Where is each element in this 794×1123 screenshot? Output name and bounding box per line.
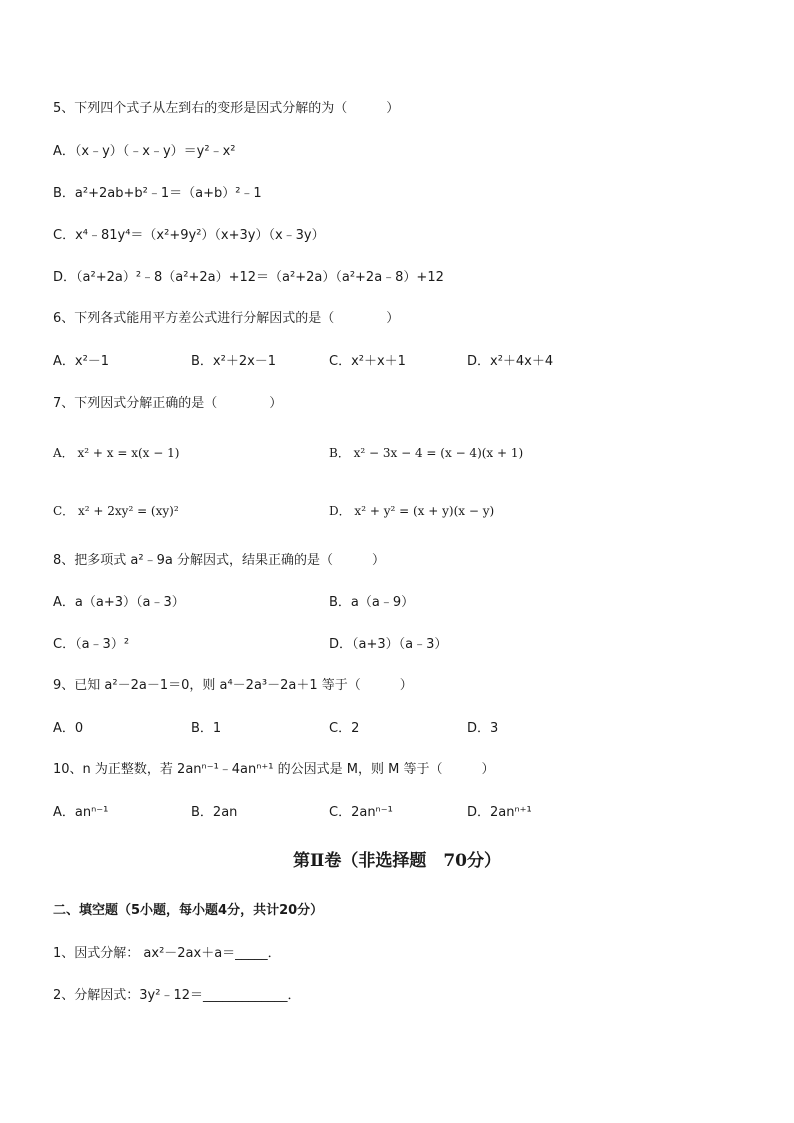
q8-option-c: C．（a﹣3）² (53, 637, 130, 652)
q9-option-b: B．1 (191, 721, 222, 736)
q5-option-a: A．（x﹣y）（﹣x﹣y）＝y²﹣x² (53, 144, 236, 159)
q10-stem: 10、n 为正整数，若 2anⁿ⁻¹﹣4anⁿ⁺¹ 的公因式是 M，则 M 等于（ ） (53, 762, 495, 777)
q6-stem: 6、下列各式能用平方差公式进行分解因式的是（ ） (53, 311, 400, 326)
q7-option-c: C． x² + 2xy² = (xy)² (53, 504, 179, 518)
fill-question-1: 1、因式分解： ax²－2ax＋a＝_____． (53, 946, 281, 961)
q7-stem: 7、下列因式分解正确的是（ ） (53, 396, 283, 411)
q8-option-a: A．a（a+3）（a﹣3） (53, 595, 185, 610)
q8-stem: 8、把多项式 a²﹣9a 分解因式，结果正确的是（ ） (53, 553, 385, 568)
q6-option-c: C．x²＋x＋1 (329, 354, 406, 369)
q10-option-b: B．2an (191, 805, 238, 820)
fill-question-2: 2、分解因式：3y²﹣12＝_____________． (53, 988, 301, 1003)
q8-option-d: D．（a+3）（a﹣3） (329, 637, 448, 652)
section-heading: 二、填空题（5小题，每小题4分，共计20分） (53, 903, 324, 918)
q10-option-c: C．2anⁿ⁻¹ (329, 805, 393, 820)
q9-option-a: A．0 (53, 721, 84, 736)
q10-option-d: D．2anⁿ⁺¹ (467, 805, 532, 820)
q5-option-d: D．（a²+2a）²﹣8（a²+2a）+12＝（a²+2a）（a²+2a﹣8）+12 (53, 270, 444, 285)
q5-stem: 5、下列四个式子从左到右的变形是因式分解的为（ ） (53, 101, 400, 116)
q6-option-d: D．x²＋4x＋4 (467, 354, 554, 369)
section-title: 第Ⅱ卷（非选择题 70分） (293, 851, 501, 871)
q5-option-c: C．x⁴﹣81y⁴＝（x²+9y²）（x+3y）（x﹣3y） (53, 228, 325, 243)
q9-stem: 9、已知 a²－2a－1＝0，则 a⁴－2a³－2a＋1 等于（ ） (53, 678, 413, 693)
q9-option-d: D．3 (467, 721, 499, 736)
q7-option-d: D． x² + y² = (x + y)(x − y) (329, 504, 495, 518)
q10-option-a: A．anⁿ⁻¹ (53, 805, 109, 820)
q9-option-c: C．2 (329, 721, 360, 736)
q6-option-a: A．x²－1 (53, 354, 110, 369)
q8-option-b: B．a（a﹣9） (329, 595, 415, 610)
q7-option-a: A． x² + x = x(x − 1) (53, 446, 180, 460)
q5-option-b: B．a²+2ab+b²﹣1＝（a+b）²﹣1 (53, 186, 262, 201)
q7-option-b: B． x² − 3x − 4 = (x − 4)(x + 1) (329, 446, 524, 460)
q6-option-b: B．x²＋2x－1 (191, 354, 277, 369)
